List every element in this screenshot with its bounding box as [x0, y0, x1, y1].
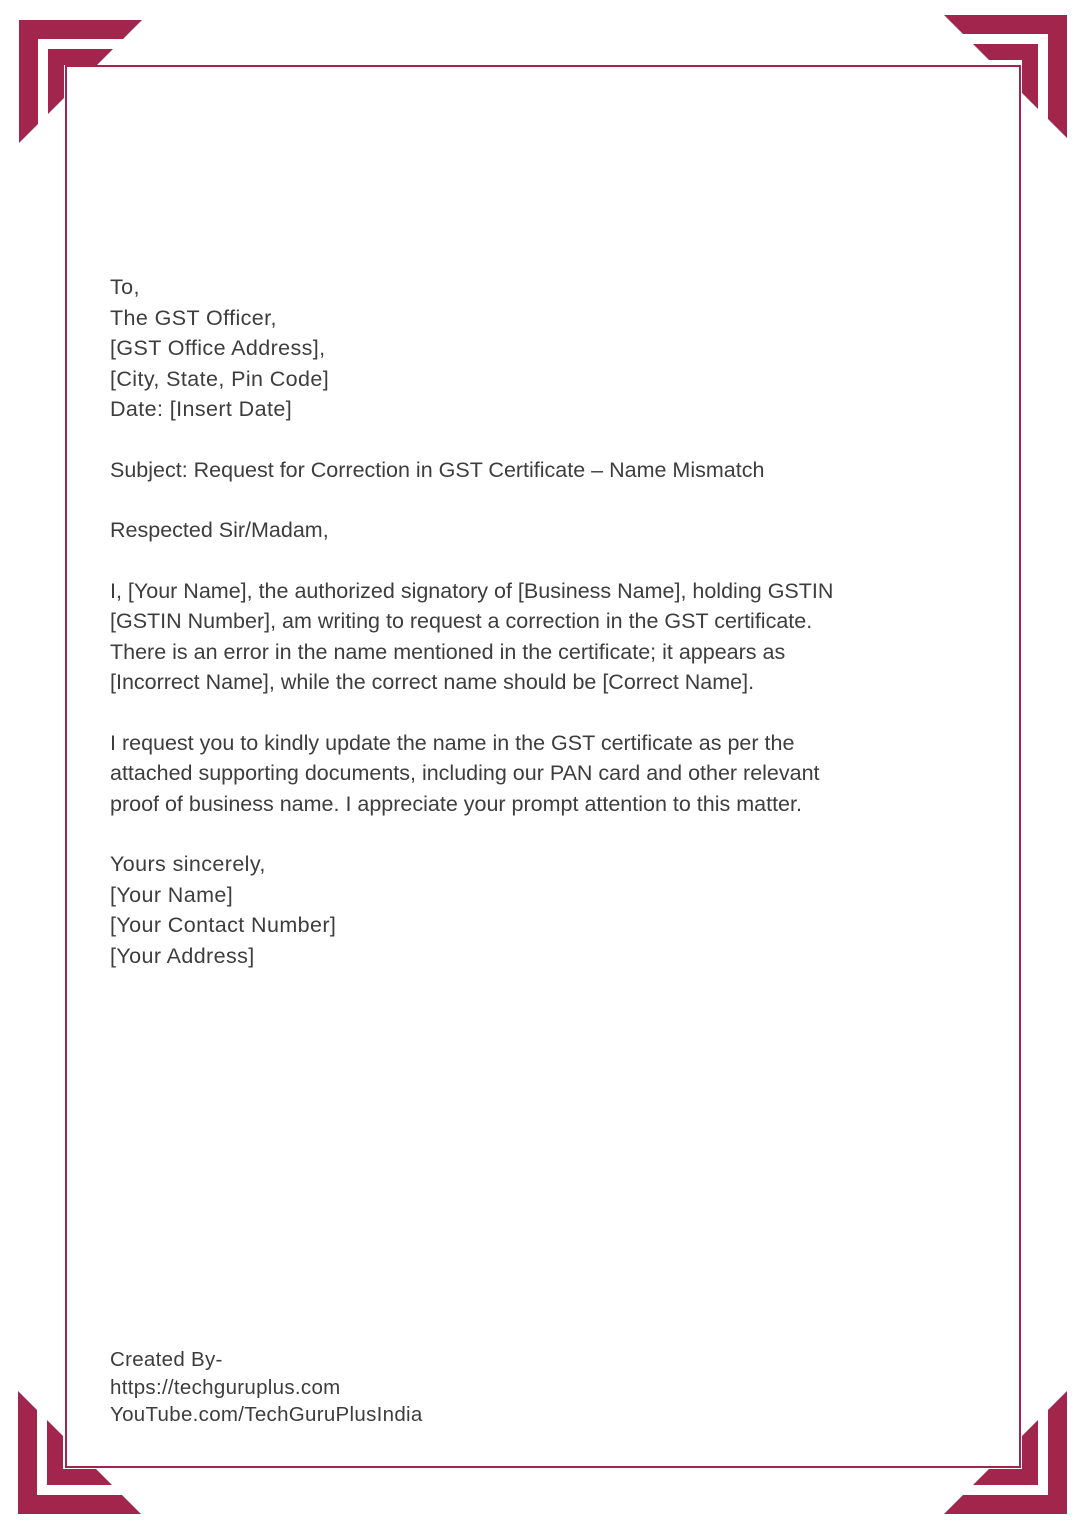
date-line: Date: [Insert Date]: [110, 397, 293, 421]
recipient-line-officer: The GST Officer,: [110, 305, 277, 330]
ornament-outer-chevron: [944, 15, 1067, 138]
paragraph-line: I, [Your Name], the authorized signatory of [Business Name], holding GSTIN: [110, 578, 834, 603]
closing-block: [110, 849, 946, 971]
recipient-line-to: To,: [110, 275, 140, 299]
paragraph-line: There is an error in the name mentioned in the certificate; it appears as: [110, 639, 786, 664]
closing-line-contact: [Your Contact Number]: [110, 913, 337, 937]
paragraph-line: [Incorrect Name], while the correct name should be [Correct Name].: [110, 670, 755, 694]
ornament-outer-chevron: [19, 20, 142, 143]
corner-ornament-top-left: [19, 20, 143, 144]
paragraph-line: proof of business name. I appreciate your prompt attention to this matter.: [110, 791, 802, 816]
ornament-inner-chevron: [47, 1420, 112, 1485]
closing-line-sincerely: Yours sincerely,: [110, 852, 266, 876]
recipient-line-office-address: [GST Office Address],: [110, 336, 326, 360]
footer-created-by: Created By-: [110, 1348, 223, 1371]
letter-body: [110, 272, 946, 971]
body-paragraph-1: [110, 576, 946, 698]
ornament-inner-chevron: [973, 44, 1038, 109]
ornament-outer-chevron: [944, 1391, 1067, 1514]
corner-ornament-bottom-right: [943, 1390, 1067, 1514]
subject-line: Subject: Request for Correction in GST Certificate – Name Mismatch: [110, 457, 765, 482]
paragraph-line: I request you to kindly update the name in the GST certificate as per the: [110, 730, 795, 755]
paragraph-line: attached supporting documents, including our PAN card and other relevant: [110, 761, 820, 785]
footer-youtube-url: YouTube.com/TechGuruPlusIndia: [110, 1403, 423, 1426]
salutation: Respected Sir/Madam,: [110, 518, 329, 542]
ornament-inner-chevron: [973, 1420, 1038, 1485]
corner-ornament-top-right: [943, 15, 1067, 139]
ornament-inner-chevron: [48, 49, 113, 114]
paragraph-line: [GSTIN Number], am writing to request a correction in the GST certificate.: [110, 609, 813, 633]
closing-line-address: [Your Address]: [110, 943, 255, 968]
recipient-line-city-state-pin: [City, State, Pin Code]: [110, 366, 330, 391]
body-paragraph-2: [110, 728, 946, 820]
closing-line-name: [Your Name]: [110, 882, 234, 907]
footer-website-url: https://techguruplus.com: [110, 1375, 341, 1399]
footer-credit: [110, 1346, 423, 1429]
recipient-block: [110, 272, 946, 425]
